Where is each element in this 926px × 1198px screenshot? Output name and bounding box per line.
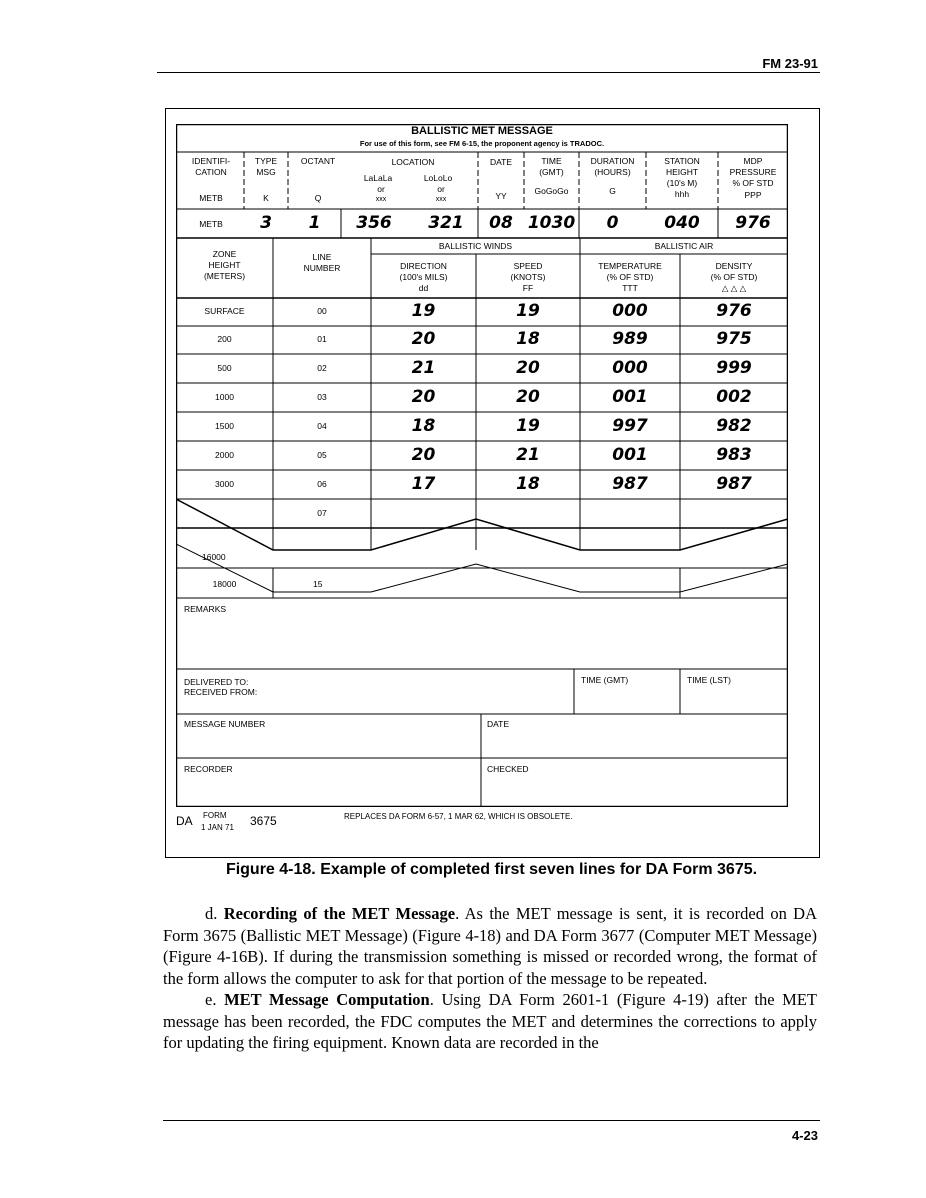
entry-octant: 1: [308, 213, 321, 233]
line-hdr-1: LINE: [312, 252, 332, 262]
replaces-note: REPLACES DA FORM 6-57, 1 MAR 62, WHICH IS OBSOLETE.: [344, 812, 573, 821]
line-cell: 03: [317, 392, 327, 402]
hdr-time-2: (GMT): [539, 167, 564, 177]
da-label: DA: [176, 814, 193, 828]
entry-time: 1030: [527, 213, 576, 233]
hdr-identification-1: IDENTIFI-: [191, 156, 231, 166]
line-hdr-2: NUMBER: [303, 263, 341, 273]
hdr-location-xxx2: xxx: [435, 196, 447, 203]
entry-station: 040: [664, 213, 700, 233]
line-cell: 06: [317, 479, 327, 489]
dens-cell: 976: [716, 301, 752, 321]
temp-cell: 000: [612, 358, 648, 378]
para-e-text: . Using DA Form 2601-1 (Figure 4-19) after the MET message has been recorded, the FDC computes the MET and determines the corrections to apply for updating the firing equipment. Known data are recorded in the: [163, 990, 817, 1052]
entry-date: 08: [489, 213, 513, 233]
dir-cell: 20: [411, 445, 436, 465]
hdr-duration-code: G: [609, 186, 616, 196]
figure-caption: Figure 4-18. Example of completed first seven lines for DA Form 3675.: [225, 861, 758, 878]
temp-cell: 000: [612, 301, 648, 321]
hdr-duration-2: (HOURS): [594, 167, 631, 177]
form-footer: [176, 810, 788, 836]
hdr-location-or1: or: [377, 184, 385, 194]
date-label: DATE: [487, 719, 510, 729]
zone-cell: SURFACE: [204, 306, 245, 316]
dir-cell: 20: [411, 329, 436, 349]
temp-cell: 997: [612, 416, 648, 436]
hdr-octant: OCTANT: [300, 156, 336, 166]
manual-number: FM 23-91: [762, 56, 818, 71]
spd-hdr-3: FF: [522, 283, 534, 293]
entry-mdp: 976: [735, 213, 771, 233]
spd-cell: 19: [516, 416, 540, 436]
hdr-mdp-2: PRESSURE: [729, 167, 777, 177]
entry-metb: METB: [199, 219, 223, 229]
hdr-type-code: K: [263, 193, 269, 203]
hdr-identification-2: CATION: [195, 167, 227, 177]
dir-hdr-3: dd: [418, 283, 429, 293]
dens-cell: 982: [716, 416, 752, 436]
remarks-label: REMARKS: [184, 604, 227, 614]
zone-cell: 2000: [215, 450, 234, 460]
zone-hdr-2: HEIGHT: [208, 260, 241, 270]
dens-cell: 983: [716, 445, 752, 465]
line-cell: 01: [317, 334, 327, 344]
spd-hdr-1: SPEED: [513, 261, 543, 271]
dens-cell: 999: [716, 358, 752, 378]
hdr-mdp-3: % OF STD: [732, 178, 774, 188]
dir-cell: 21: [411, 358, 436, 378]
para-d-label: d.: [205, 904, 218, 923]
entry-latitude: 356: [356, 213, 392, 233]
zone-hdr-1: ZONE: [212, 249, 237, 259]
ballistic-met-form: [176, 124, 788, 807]
zone-18000: 18000: [212, 579, 237, 589]
dir-cell: 17: [411, 474, 436, 494]
form-number: 3675: [250, 814, 277, 828]
hdr-location-lo: LoLoLo: [423, 173, 453, 183]
hdr-duration: DURATION: [590, 156, 635, 166]
form-title: BALLISTIC MET MESSAGE: [411, 125, 553, 137]
zone-16000: 16000: [202, 552, 226, 562]
paragraph-e: [163, 989, 817, 1054]
temp-hdr-2: (% OF STD): [606, 272, 654, 282]
page-number: 4-23: [791, 1128, 818, 1143]
temp-hdr-3: TTT: [622, 283, 638, 293]
message-number-label: MESSAGE NUMBER: [184, 719, 266, 729]
zone-cell: 3000: [215, 479, 234, 489]
air-title: BALLISTIC AIR: [654, 241, 714, 251]
hdr-station: STATION: [664, 156, 700, 166]
entry-type: 3: [260, 213, 272, 233]
hdr-time-code: GoGoGo: [534, 186, 569, 196]
temp-hdr-1: TEMPERATURE: [598, 261, 662, 271]
hdr-location-xxx1: xxx: [375, 196, 387, 203]
checked-label: CHECKED: [487, 764, 529, 774]
zone-cell: 500: [217, 363, 232, 373]
hdr-identification-code: METB: [199, 193, 223, 203]
temp-cell: 987: [612, 474, 648, 494]
line-cell: 04: [317, 421, 327, 431]
para-d-text: . As the MET message is sent, it is recorded on DA Form 3675 (Ballistic MET Message) (Figure 4-18) and DA Form 3677 (Computer MET Message) (Figure 4-16B). If during the transmission something is missed or recorded wrong, the format of the form allows the computer to ask for that portion of the message to be repeated.: [163, 904, 818, 988]
line-cell: 00: [317, 306, 327, 316]
footer-rule: [163, 1120, 820, 1121]
header-rule: [157, 62, 820, 73]
spd-hdr-2: (KNOTS): [510, 272, 546, 282]
hdr-station-code: hhh: [674, 189, 690, 199]
hdr-station-3: (10's M): [666, 178, 698, 188]
zone-hdr-3: (METERS): [203, 271, 246, 281]
hdr-octant-code: Q: [314, 193, 322, 203]
spd-cell: 20: [516, 387, 540, 407]
spd-cell: 18: [516, 474, 540, 494]
time-gmt-label: TIME (GMT): [581, 675, 629, 685]
hdr-type-1: TYPE: [254, 156, 278, 166]
zone-cell: 1000: [215, 392, 234, 402]
winds-title: BALLISTIC WINDS: [438, 241, 513, 251]
entry-longitude: 321: [428, 213, 464, 233]
dir-cell: 19: [411, 301, 436, 321]
zone-cell: 1500: [215, 421, 234, 431]
form-date: 1 JAN 71: [201, 823, 234, 832]
time-lst-label: TIME (LST): [687, 675, 731, 685]
hdr-location-la: LaLaLa: [363, 173, 393, 183]
form-word: FORM: [203, 811, 227, 820]
temp-cell: 001: [612, 445, 648, 465]
temp-cell: 001: [612, 387, 648, 407]
dir-hdr-1: DIRECTION: [400, 261, 447, 271]
dir-cell: 20: [411, 387, 436, 407]
line-cell: 05: [317, 450, 327, 460]
dens-hdr-3: △ △ △: [721, 283, 747, 293]
para-d-title: Recording of the MET Message: [223, 904, 456, 923]
paragraph-d: [163, 903, 817, 989]
entry-duration: 0: [606, 213, 619, 233]
hdr-location: LOCATION: [391, 157, 435, 167]
zone-cell: 200: [217, 334, 232, 344]
dens-cell: 002: [716, 387, 752, 407]
hdr-time: TIME: [541, 156, 562, 166]
dens-hdr-2: (% OF STD): [710, 272, 758, 282]
spd-cell: 19: [516, 301, 540, 321]
line-15: 15: [313, 579, 323, 589]
para-e-title: MET Message Computation: [224, 990, 430, 1009]
hdr-mdp-code: PPP: [744, 190, 762, 200]
form-subtitle: For use of this form, see FM 6-15, the proponent agency is TRADOC.: [359, 139, 605, 148]
hdr-date-code: YY: [495, 191, 507, 201]
received-from-label: RECEIVED FROM:: [184, 687, 258, 697]
dens-cell: 975: [716, 329, 752, 349]
hdr-location-or2: or: [437, 184, 445, 194]
dir-cell: 18: [411, 416, 436, 436]
recorder-label: RECORDER: [184, 764, 233, 774]
body-text: [163, 903, 817, 1054]
temp-cell: 989: [612, 329, 648, 349]
spd-cell: 21: [516, 445, 540, 465]
dir-hdr-2: (100's MILS): [399, 272, 448, 282]
spd-cell: 20: [516, 358, 540, 378]
hdr-mdp: MDP: [743, 156, 763, 166]
line-07: 07: [317, 508, 327, 518]
spd-cell: 18: [516, 329, 540, 349]
hdr-type-2: MSG: [256, 167, 276, 177]
para-e-label: e.: [205, 990, 217, 1009]
delivered-to-label: DELIVERED TO:: [184, 677, 249, 687]
dens-cell: 987: [716, 474, 752, 494]
hdr-date: DATE: [489, 157, 513, 167]
line-cell: 02: [317, 363, 327, 373]
dens-hdr-1: DENSITY: [715, 261, 753, 271]
hdr-station-2: HEIGHT: [665, 167, 699, 177]
